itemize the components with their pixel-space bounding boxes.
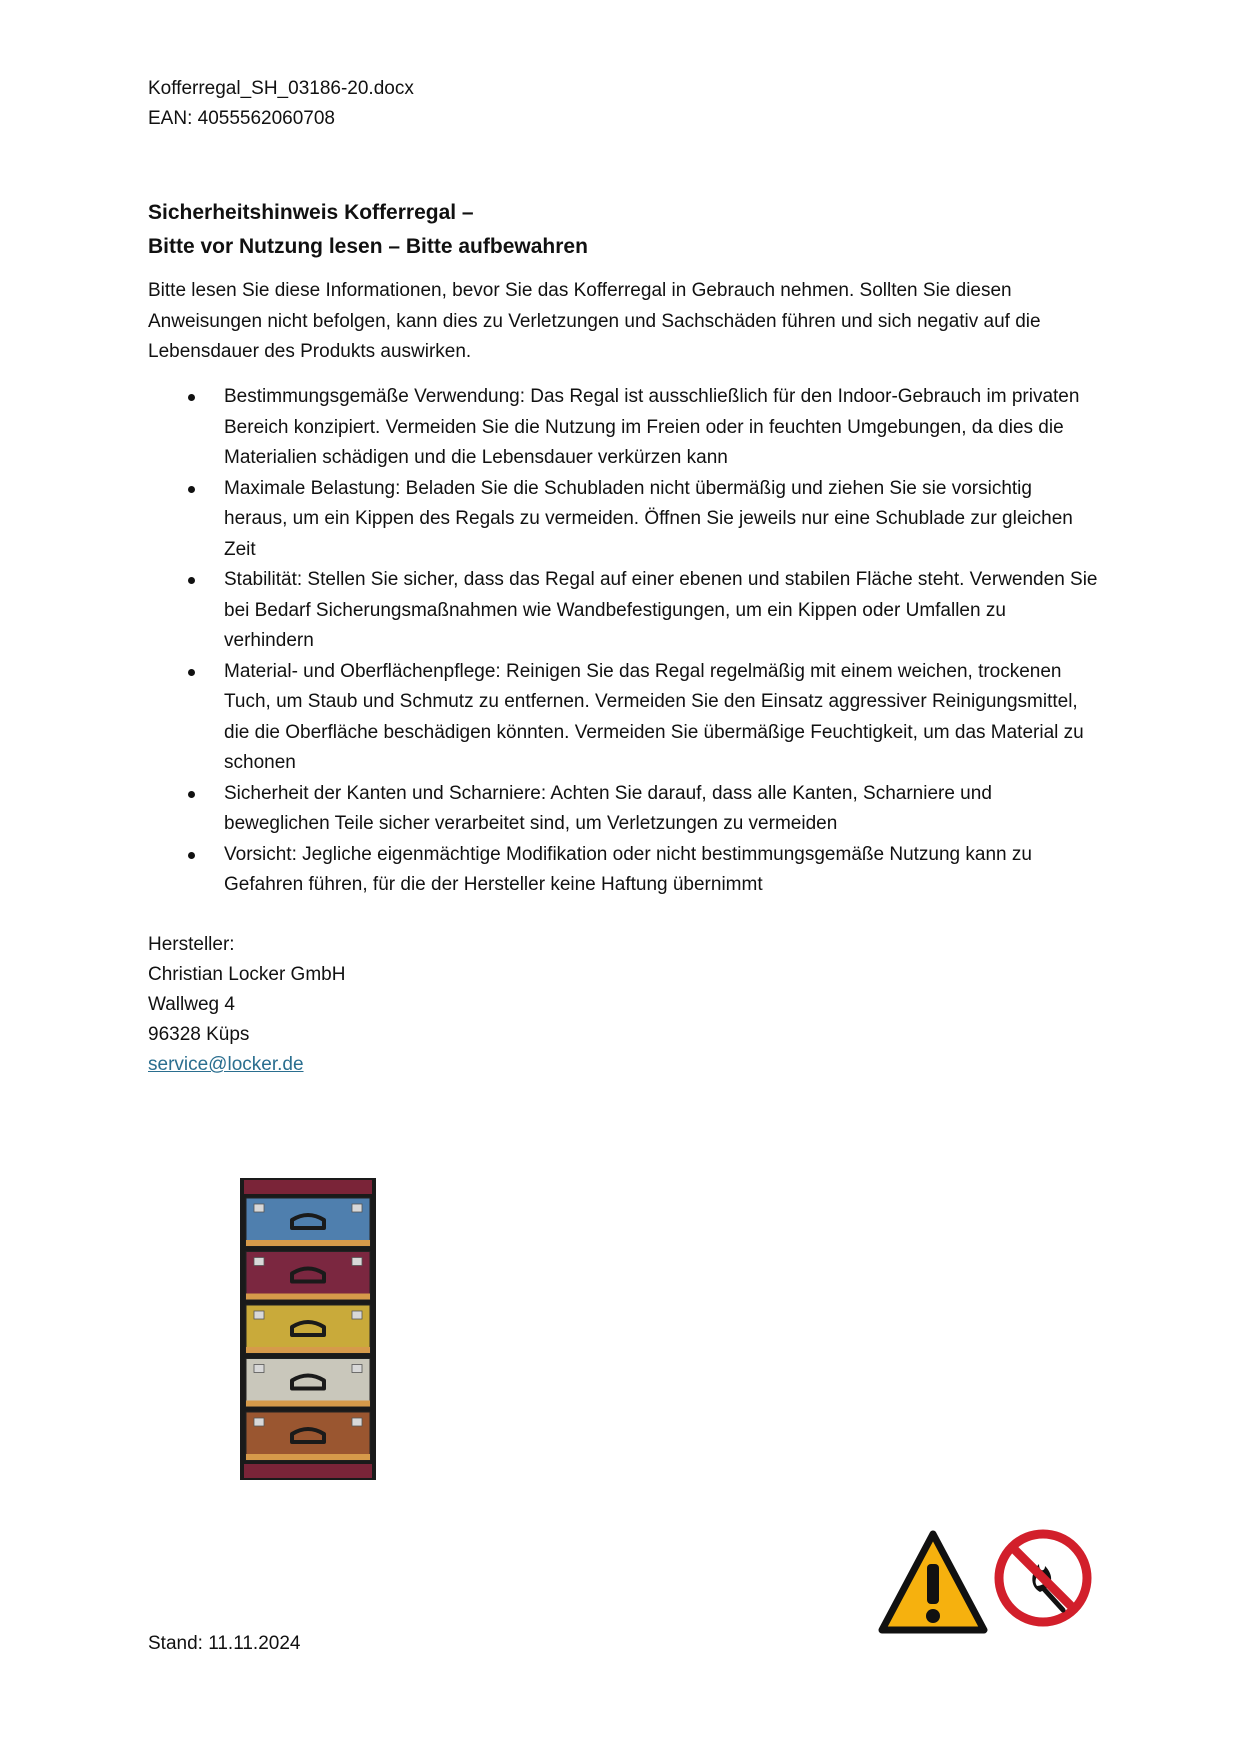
ean-code: EAN: 4055562060708 <box>148 108 335 129</box>
drawer-front <box>246 1359 370 1407</box>
bullet-text: Stabilität: Stellen Sie sicher, dass das Regal auf einer ebenen und stabilen Fläche steht. Verwenden Sie bei Bedarf Sicherungsmaßnahmen wie Wandbefestigungen, um ein Kippen oder Umfallen zu verhindern <box>224 569 1098 651</box>
bullet-dot-icon <box>188 852 195 859</box>
drawer <box>246 1359 370 1407</box>
drawer-latch-right <box>352 1365 362 1373</box>
bullet-text: Material- und Oberflächenpflege: Reinigen Sie das Regal regelmäßig mit einem weichen, trockenen Tuch, um Staub und Schmutz zu entfernen. Vermeiden Sie den Einsatz aggressiver Reinigungsmittel, die die Oberfläche beschädigen könnten. Vermeiden Sie übermäßige Feuchtigkeit, um das Material zu schonen <box>224 660 1084 773</box>
bullet-dot-icon <box>188 394 195 401</box>
bullet-text: Maximale Belastung: Beladen Sie die Schubladen nicht übermäßig und ziehen Sie sie vorsichtig heraus, um ein Kippen des Regals zu vermeiden. Öffnen Sie jeweils nur eine Schublade zur gleichen Zeit <box>224 477 1073 560</box>
drawer-latch-left <box>254 1418 264 1426</box>
product-image <box>240 1178 376 1480</box>
bullet-item <box>148 565 1098 657</box>
drawer-stack <box>246 1198 370 1460</box>
drawer-latch-right <box>352 1258 362 1266</box>
drawer-trim <box>246 1294 370 1300</box>
manufacturer-email-link[interactable]: service@locker.de <box>148 1054 304 1075</box>
warning-exclamation-dot <box>926 1609 940 1623</box>
drawer-latch-right <box>352 1204 362 1212</box>
drawer-latch-right <box>352 1311 362 1319</box>
manufacturer-city: 96328 Küps <box>148 1024 250 1045</box>
drawer-latch-left <box>254 1204 264 1212</box>
bullet-text: Vorsicht: Jegliche eigenmächtige Modifikation oder nicht bestimmungsgemäße Nutzung kann zu Gefahren führen, für die der Hersteller keine Haftung übernimmt <box>224 843 1032 895</box>
drawer-trim <box>246 1454 370 1460</box>
drawer-front <box>246 1305 370 1353</box>
bullet-text: Bestimmungsgemäße Verwendung: Das Regal ist ausschließlich für den Indoor-Gebrauch im privaten Bereich konzipiert. Vermeiden Sie die Nutzung im Freien oder in feuchten Umgebungen, da dies die Materialien schädigen und die Lebensdauer verkürzen kann <box>224 386 1080 468</box>
file-name: Kofferregal_SH_03186-20.docx <box>148 78 414 99</box>
bullet-item <box>148 657 1098 779</box>
drawer <box>246 1198 370 1246</box>
title-line-2: Bitte vor Nutzung lesen – Bitte aufbewahren <box>148 235 588 258</box>
bullet-item <box>148 474 1098 566</box>
manufacturer-name: Christian Locker GmbH <box>148 964 346 985</box>
drawer-latch-left <box>254 1311 264 1319</box>
manufacturer-street: Wallweg 4 <box>148 994 235 1015</box>
bullet-item <box>148 840 1098 901</box>
drawer-trim <box>246 1240 370 1246</box>
drawer-front <box>246 1412 370 1460</box>
bullet-item <box>148 382 1098 474</box>
drawer-front <box>246 1252 370 1300</box>
no-open-fire-icon <box>993 1528 1093 1628</box>
safety-bullet-list <box>148 382 1098 901</box>
drawer-trim <box>246 1347 370 1353</box>
drawer <box>246 1412 370 1460</box>
bullet-item <box>148 779 1098 840</box>
manufacturer-block <box>148 930 345 1080</box>
manufacturer-label: Hersteller: <box>148 934 235 955</box>
bullet-dot-icon <box>188 486 195 493</box>
document-header <box>148 74 414 134</box>
drawer-latch-right <box>352 1418 362 1426</box>
drawer <box>246 1252 370 1300</box>
cabinet-top <box>244 1180 372 1194</box>
document-date: Stand: 11.11.2024 <box>148 1633 301 1654</box>
drawer-front <box>246 1198 370 1246</box>
bullet-dot-icon <box>188 669 195 676</box>
drawer <box>246 1305 370 1353</box>
drawer-latch-left <box>254 1365 264 1373</box>
bullet-dot-icon <box>188 577 195 584</box>
intro-paragraph: Bitte lesen Sie diese Informationen, bevor Sie das Kofferregal in Gebrauch nehmen. Sollten Sie diesen Anweisungen nicht befolgen, kann dies zu Verletzungen und Sachschäden führen und sich negativ auf die Lebensdauer des Produkts auswirken. <box>148 280 1041 362</box>
warning-triangle-icon <box>878 1530 988 1634</box>
bullet-text: Sicherheit der Kanten und Scharniere: Achten Sie darauf, dass alle Kanten, Scharniere und beweglichen Teile sicher verarbeitet sind, um Verletzungen zu vermeiden <box>224 782 992 834</box>
title-line-1: Sicherheitshinweis Kofferregal – <box>148 201 474 224</box>
drawer-trim <box>246 1401 370 1407</box>
drawer-latch-left <box>254 1258 264 1266</box>
warning-exclamation-bar <box>927 1564 939 1604</box>
cabinet-base <box>244 1464 372 1478</box>
document-title <box>148 196 588 264</box>
bullet-dot-icon <box>188 791 195 798</box>
safety-signs <box>878 1528 1098 1638</box>
